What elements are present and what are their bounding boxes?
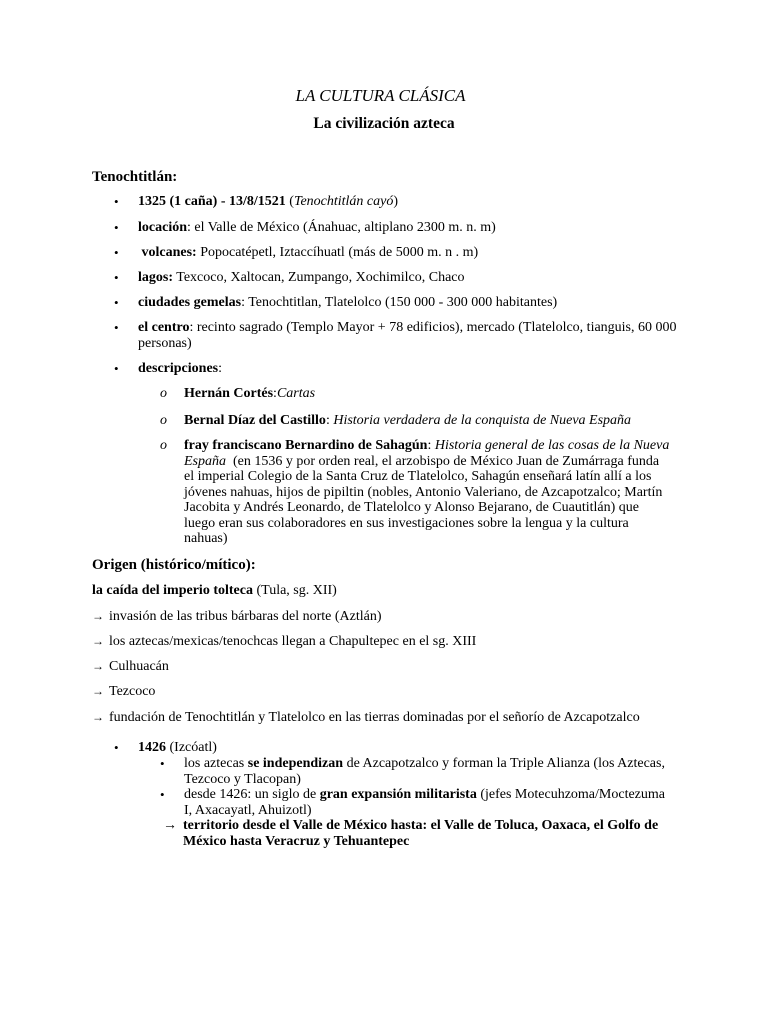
- list-item-volcanes: [114, 245, 678, 261]
- item-label: descripciones: [138, 361, 219, 376]
- circle-bullet-icon: o: [160, 386, 167, 401]
- item-label: fray franciscano Bernardino de Sahagún: [184, 438, 428, 453]
- bullet-icon: •: [114, 245, 119, 260]
- arrow-right-icon: →: [92, 634, 104, 648]
- circle-bullet-icon: o: [160, 413, 167, 428]
- list-item-lagos: [114, 270, 678, 286]
- item-text: : recinto sagrado (Templo Mayor + 78 edificios), mercado (Tlatelolco, tianguis, 60 000 personas): [138, 320, 677, 351]
- origen-step: [92, 658, 692, 675]
- list-item-1426: [114, 740, 678, 756]
- step-text: invasión de las tribus bárbaras del norte (Aztlán): [109, 609, 382, 624]
- arrow-right-icon: →: [92, 710, 104, 724]
- item-italic: Historia general de las cosas de la Nueva España: [184, 438, 670, 469]
- item-label: locación: [138, 220, 187, 235]
- arrow-right-icon: →: [92, 659, 104, 673]
- bullet-icon: •: [114, 220, 119, 235]
- origen-step: [92, 683, 692, 700]
- item-label: la caída del imperio tolteca: [92, 583, 253, 598]
- list-item-centro: [114, 320, 678, 352]
- item-text: (Tula, sg. XII): [252, 583, 337, 598]
- document-title: LA CULTURA CLÁSICA: [295, 86, 466, 105]
- sublist-item-independencia: [160, 756, 674, 787]
- sublist-item-bernal: [160, 413, 674, 429]
- bullet-icon: •: [114, 320, 119, 335]
- origen-step: [92, 709, 692, 726]
- territorio-line: [163, 818, 678, 849]
- item-text: Popocatépetl, Iztaccíhuatl (más de 5000 m. n . m): [196, 245, 479, 260]
- arrow-right-icon: →: [92, 684, 104, 698]
- item-text: :: [427, 438, 435, 453]
- item-text: ): [393, 194, 399, 209]
- bullet-icon: •: [114, 740, 119, 755]
- item-text: desde 1426: un siglo de: [184, 787, 320, 802]
- item-text: :: [273, 386, 277, 401]
- section-heading-origen: Origen (histórico/mítico):: [92, 557, 256, 573]
- item-text: de Azcapotzalco y forman la Triple Alianza (los Aztecas, Tezcoco y Tlacopan): [184, 756, 665, 787]
- bullet-icon: •: [114, 194, 119, 209]
- item-label: volcanes:: [138, 245, 197, 260]
- item-text: (Izcóatl): [166, 740, 217, 755]
- bullet-icon: •: [114, 295, 119, 310]
- item-label: territorio desde el Valle de México hasta: el Valle de Toluca, Oaxaca, el Golfo de México hasta Veracruz y Tehuantepec: [183, 818, 659, 849]
- item-text: : Tenochtitlan, Tlatelolco (150 000 - 300 000 habitantes): [241, 295, 558, 310]
- item-label: gran expansión militarista: [319, 787, 477, 802]
- item-label: el centro: [138, 320, 190, 335]
- item-label: se independizan: [247, 756, 344, 771]
- item-text: (en 1536 y por orden real, el arzobispo de México Juan de Zumárraga funda el imperial Colegio de la Santa Cruz de Tlatelolco, Sahagún enseñará latín allí a los jóvenes nahuas, hijos de pipiltin (nobles, Antonio Valeriano, de Azcapotzalco; Martín Jacobita y Andrés Leonardo, de Tlatelolco y Alonso Bejarano, de Cuautitlán) que luego eran sus colaboradores en sus investigaciones sobre la lengua y la cultura nahuas): [184, 453, 666, 546]
- item-label: ciudades gemelas: [138, 295, 242, 310]
- bullet-icon: •: [114, 361, 119, 376]
- item-label: 1325 (1 caña) - 13/8/1521: [138, 194, 286, 209]
- section-heading-tenochtitlan: Tenochtitlán:: [92, 169, 178, 185]
- list-item-ciudades: [114, 295, 678, 311]
- list-item-descripciones: [114, 361, 678, 377]
- item-label: Hernán Cortés: [184, 386, 274, 401]
- item-text: (jefes Motecuhzoma/Moctezuma I, Axacayatl, Ahuizotl): [184, 787, 665, 818]
- arrow-right-icon: →: [92, 609, 104, 623]
- item-text: los aztecas: [184, 756, 248, 771]
- step-text: Culhuacán: [109, 659, 169, 674]
- item-text: :: [325, 413, 334, 428]
- bullet-icon: •: [114, 270, 119, 285]
- sublist-item-sahagun: [160, 438, 670, 547]
- step-text: fundación de Tenochtitlán y Tlatelolco en las tierras dominadas por el señorío de Azcapotzalco: [109, 710, 640, 725]
- bullet-icon: •: [160, 787, 165, 802]
- item-text: (: [285, 194, 294, 209]
- step-text: los aztecas/mexicas/tenochcas llegan a Chapultepec en el sg. XIII: [109, 634, 477, 649]
- document-subtitle: La civilización azteca: [313, 115, 455, 132]
- arrow-right-icon: →: [163, 818, 177, 833]
- list-item-locacion: [114, 220, 678, 236]
- bullet-icon: •: [160, 756, 165, 771]
- item-label: 1426: [138, 740, 166, 755]
- item-label: lagos:: [138, 270, 173, 285]
- item-text: :: [218, 361, 222, 376]
- item-label: Bernal Díaz del Castillo: [184, 413, 326, 428]
- item-text: Texcoco, Xaltocan, Zumpango, Xochimilco, Chaco: [173, 270, 465, 285]
- item-italic: Tenochtitlán cayó: [293, 194, 394, 209]
- item-italic: Cartas: [276, 386, 316, 401]
- sublist-item-expansion: [160, 787, 674, 818]
- step-text: Tezcoco: [109, 684, 156, 699]
- origen-step: [92, 608, 692, 625]
- origen-caida: [92, 583, 692, 599]
- item-text: : el Valle de México (Ánahuac, altiplano 2300 m. n. m): [187, 220, 496, 235]
- sublist-item-cortes: [160, 386, 674, 402]
- circle-bullet-icon: o: [160, 438, 167, 453]
- origen-step: [92, 633, 692, 650]
- list-item-fechas: [114, 194, 678, 210]
- item-italic: Historia verdadera de la conquista de Nueva España: [333, 413, 632, 428]
